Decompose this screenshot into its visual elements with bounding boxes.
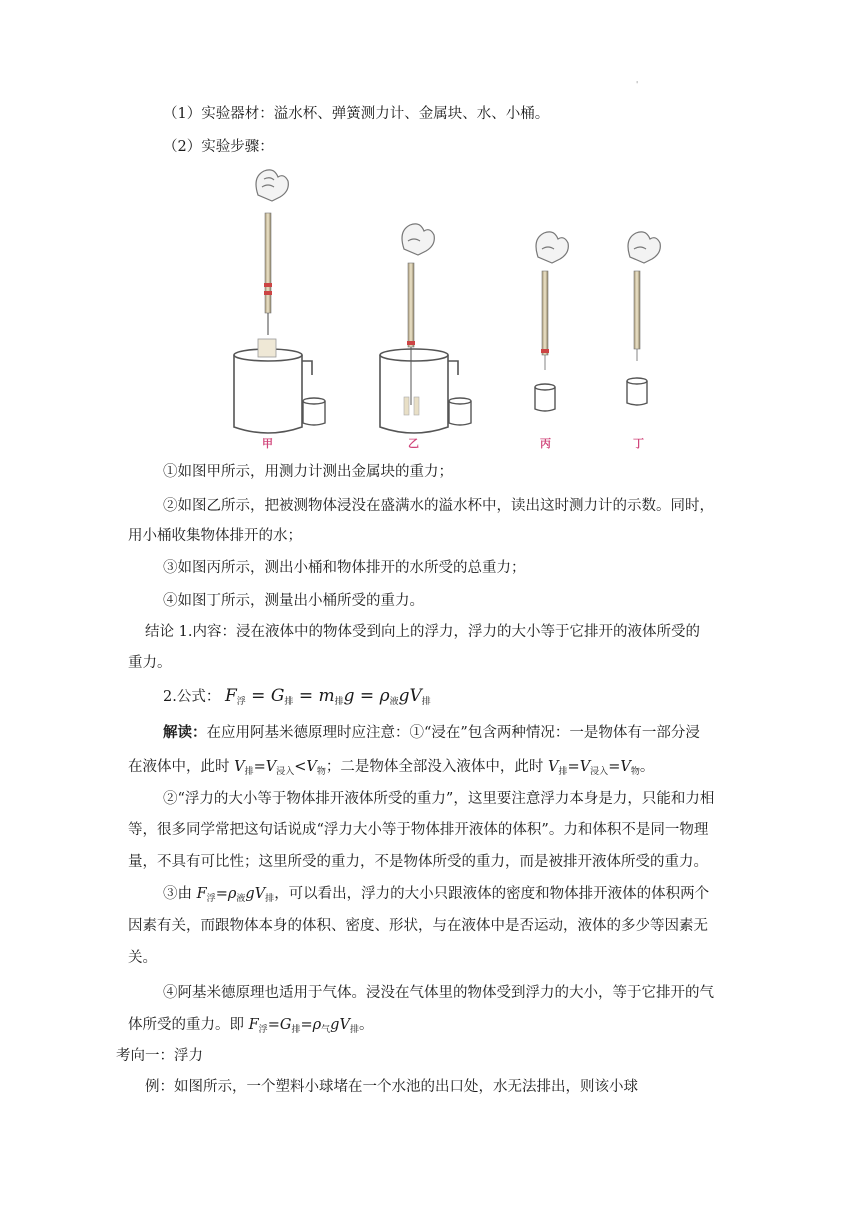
conclusion-line-1: 结论 1.内容：浸在液体中的物体受到向上的浮力，浮力的大小等于它排开的液体所受的 [145, 624, 700, 640]
interpretation-line-2: 在液体中，此时 $V_排=V_{浸入}<V_物$；二是物体全部没入液体中，此时 $V_排=V_{浸入}=V_物$。 [128, 759, 655, 777]
conclusion-line-2: 重力。 [128, 655, 172, 671]
spring-scale-bing [541, 271, 549, 370]
step-2-line-1: ②如图乙所示，把被测物体浸没在盛满水的溢水杯中，读出这时测力计的示数。同时， [163, 498, 714, 514]
step-2-line-2: 用小桶收集物体排开的水； [128, 528, 302, 544]
caption-jia: 甲 [262, 437, 273, 450]
small-bucket-yi [449, 398, 471, 425]
point-2-line-3: 量，不具有可比性；这里所受的重力，不是物体所受的重力，而是被排开液体所受的重力。 [128, 854, 708, 870]
point-2-line-1: ②“浮力的大小等于物体排开液体所受的重力”，这里要注意浮力本身是力，只能和力相 [163, 791, 715, 807]
caption-ding: 丁 [633, 437, 644, 450]
caption-bing: 丙 [540, 437, 551, 450]
step-4: ④如图丁所示，测量出小桶所受的重力。 [163, 593, 424, 609]
formula-line [0, 686, 860, 712]
small-bucket-jia [303, 398, 325, 425]
materials-line: （1）实验器材：溢水杯、弹簧测力计、金属块、水、小桶。 [163, 106, 550, 122]
hand-icon [628, 232, 660, 263]
experiment-figure [218, 165, 678, 455]
spring-scale-yi [407, 263, 415, 405]
point-4-line-2: 体所受的重力。即 $F_浮=G_排=\rho_气gV_排$。 [128, 1017, 374, 1035]
hand-icon [256, 170, 288, 201]
hand-icon [536, 232, 568, 263]
example-line: 例：如图所示，一个塑料小球堵在一个水池的出口处，水无法排出，则该小球 [145, 1079, 638, 1095]
point-3-line-3: 关。 [128, 950, 157, 966]
overflow-cup-yi [380, 349, 458, 433]
point-2-line-2: 等，很多同学常把这句话说成“浮力大小等于物体排开液体的体积”。力和体积不是同一物理 [128, 822, 709, 838]
spring-scale-ding [634, 271, 640, 361]
small-bucket-ding [627, 378, 647, 405]
formula-label: 2.公式： [163, 689, 221, 705]
page-mark: ' [636, 80, 639, 89]
step-1: ①如图甲所示，用测力计测出金属块的重力； [163, 464, 453, 480]
hand-icon [402, 224, 434, 255]
step-3: ③如图丙所示，测出小桶和物体排开的水所受的总重力； [163, 560, 526, 576]
point-3-line-2: 因素有关，而跟物体本身的体积、密度、形状，与在液体中是否运动，液体的多少等因素无 [128, 918, 708, 934]
overflow-cup-jia [234, 339, 312, 433]
point-3-line-1: ③由 $F_浮=\rho_液gV_排$，可以看出，浮力的大小只跟液体的密度和物体排开液体的体积两个 [163, 886, 710, 904]
interpretation-label: 解读： [163, 724, 207, 741]
archimedes-formula: $F_浮 = G_排 = m_排g = \rho_液gV_排$ [224, 686, 431, 707]
spring-scale-jia [264, 213, 272, 335]
section-heading: 考向一：浮力 [116, 1048, 203, 1064]
caption-yi: 乙 [408, 437, 419, 450]
steps-title: （2）实验步骤： [163, 139, 274, 155]
point-4-line-1: ④阿基米德原理也适用于气体。浸没在气体里的物体受到浮力的大小，等于它排开的气 [163, 985, 714, 1001]
interpretation-line-1: 解读：在应用阿基米德原理时应注意：①“浸在”包含两种情况：一是物体有一部分浸 [163, 724, 700, 741]
small-bucket-bing [535, 384, 555, 411]
